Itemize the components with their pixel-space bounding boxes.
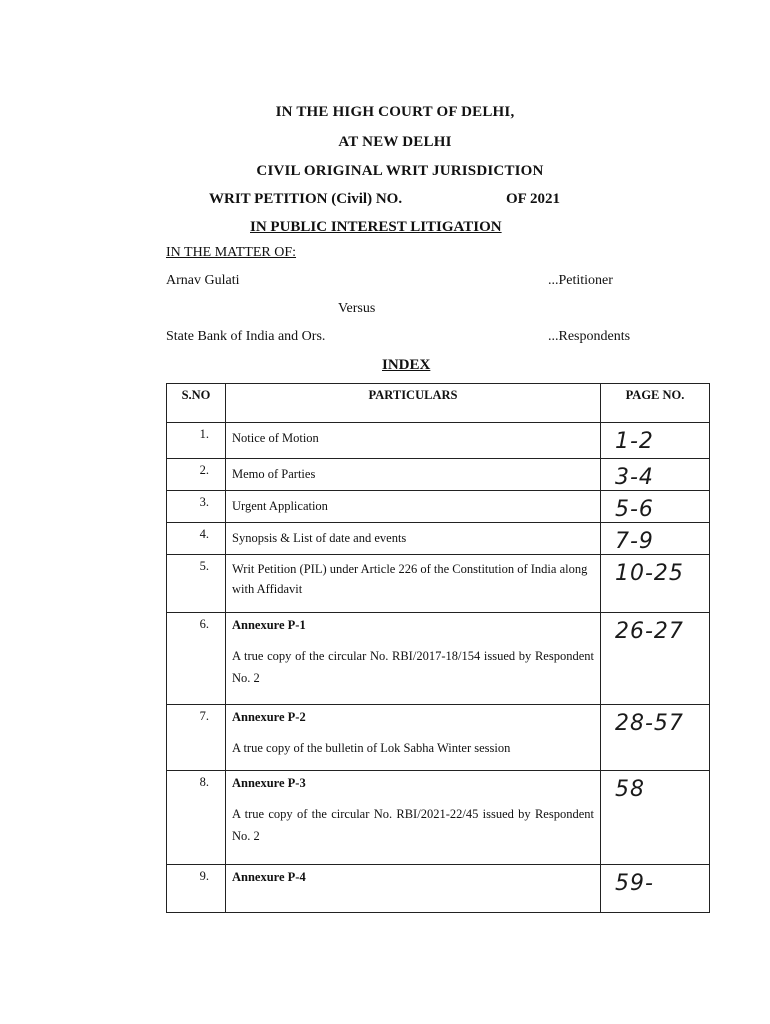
header-sno: S.NO bbox=[167, 384, 226, 423]
petitioner-role: ...Petitioner bbox=[548, 273, 613, 288]
table-row bbox=[167, 523, 710, 555]
respondent-name: State Bank of India and Ors. bbox=[166, 329, 326, 344]
row-page-no: 3-4 bbox=[601, 459, 710, 491]
index-header-row bbox=[167, 384, 710, 423]
table-row bbox=[167, 865, 710, 913]
row-page-no: 1-2 bbox=[601, 423, 710, 459]
index-title: INDEX bbox=[382, 357, 431, 373]
row-sno: 4. bbox=[167, 523, 226, 555]
row-sno: 5. bbox=[167, 555, 226, 613]
table-row bbox=[167, 423, 710, 459]
in-the-matter-label: IN THE MATTER OF: bbox=[166, 245, 297, 260]
versus-label: Versus bbox=[338, 301, 376, 316]
row-particulars: Synopsis & List of date and events bbox=[226, 523, 601, 555]
table-row bbox=[167, 771, 710, 865]
row-particulars bbox=[226, 613, 601, 705]
court-name-heading: IN THE HIGH COURT OF DELHI, bbox=[275, 104, 515, 120]
row-particulars bbox=[226, 705, 601, 771]
table-row bbox=[167, 555, 710, 613]
jurisdiction-heading: CIVIL ORIGINAL WRIT JURISDICTION bbox=[256, 163, 544, 179]
petitioner-name: Arnav Gulati bbox=[166, 273, 240, 288]
writ-petition-year: OF 2021 bbox=[506, 191, 561, 207]
row-page-no: 5-6 bbox=[601, 491, 710, 523]
pil-heading: IN PUBLIC INTEREST LITIGATION bbox=[250, 219, 502, 235]
annexure-label: Annexure P-1 bbox=[232, 618, 306, 632]
row-sno: 8. bbox=[167, 771, 226, 865]
row-page-no: 26-27 bbox=[601, 613, 710, 705]
index-table bbox=[166, 383, 710, 913]
row-particulars: Writ Petition (PIL) under Article 226 of the Constitution of India along with Affidavit bbox=[226, 555, 601, 613]
row-particulars: Notice of Motion bbox=[226, 423, 601, 459]
table-row bbox=[167, 613, 710, 705]
row-particulars: Urgent Application bbox=[226, 491, 601, 523]
annexure-description: A true copy of the bulletin of Lok Sabha Winter session bbox=[232, 741, 511, 755]
table-row bbox=[167, 705, 710, 771]
row-particulars bbox=[226, 771, 601, 865]
row-sno: 6. bbox=[167, 613, 226, 705]
header-particulars: PARTICULARS bbox=[226, 384, 601, 423]
respondent-role: ...Respondents bbox=[548, 329, 631, 344]
row-particulars bbox=[226, 865, 601, 913]
table-row bbox=[167, 491, 710, 523]
row-page-no: 58 bbox=[601, 771, 710, 865]
row-sno: 7. bbox=[167, 705, 226, 771]
court-location-heading: AT NEW DELHI bbox=[338, 134, 452, 150]
annexure-label: Annexure P-3 bbox=[232, 776, 306, 790]
table-row bbox=[167, 459, 710, 491]
row-sno: 9. bbox=[167, 865, 226, 913]
row-sno: 3. bbox=[167, 491, 226, 523]
header-page-no: PAGE NO. bbox=[601, 384, 710, 423]
row-page-no: 7-9 bbox=[601, 523, 710, 555]
annexure-description: A true copy of the circular No. RBI/2017-18/154 issued by Respondent No. 2 bbox=[232, 649, 594, 685]
row-particulars: Memo of Parties bbox=[226, 459, 601, 491]
annexure-description: A true copy of the circular No. RBI/2021-22/45 issued by Respondent No. 2 bbox=[232, 807, 594, 843]
annexure-label: Annexure P-2 bbox=[232, 710, 306, 724]
annexure-label: Annexure P-4 bbox=[232, 870, 306, 884]
row-page-no: 28-57 bbox=[601, 705, 710, 771]
row-sno: 2. bbox=[167, 459, 226, 491]
row-page-no: 59- bbox=[601, 865, 710, 913]
row-sno: 1. bbox=[167, 423, 226, 459]
row-page-no: 10-25 bbox=[601, 555, 710, 613]
writ-petition-number-label: WRIT PETITION (Civil) NO. bbox=[209, 191, 403, 207]
